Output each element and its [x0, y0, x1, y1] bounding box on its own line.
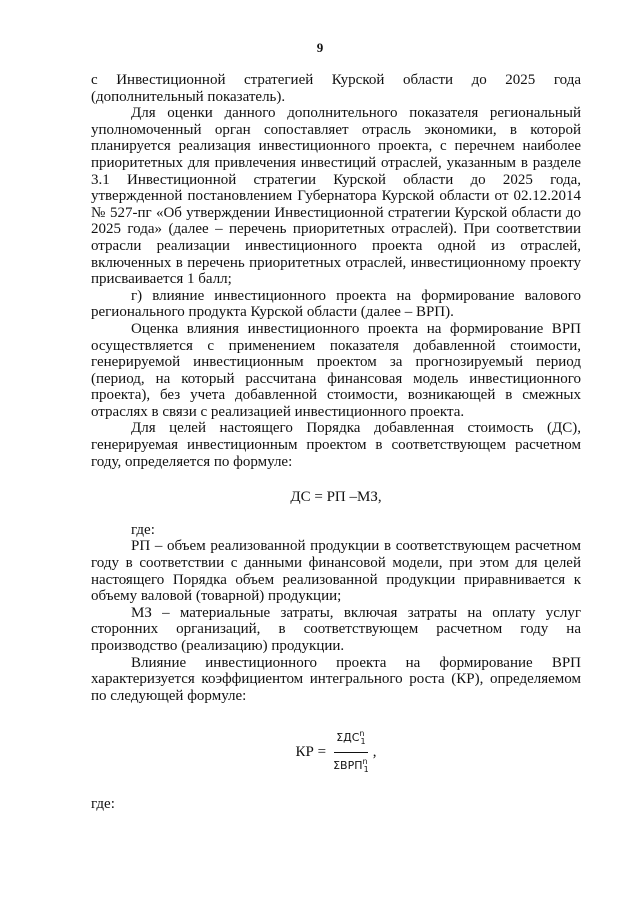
definition-rp: РП – объем реализованной продукции в соответствующем расчетном году в соответствии с данными финансовой модели, при этом для целей настоящего Порядка объем реализованной продукции приравнивается к объему валовой (товарной) продукции; [91, 538, 581, 605]
document-body [91, 72, 581, 774]
paragraph: с Инвестиционной стратегией Курской области до 2025 года (дополнительный показатель). [91, 72, 581, 105]
formula-denominator: $\Sigma ВРП^n_1$ [333, 756, 369, 774]
definition-mz: МЗ – материальные затраты, включая затраты на оплату услуг сторонних организаций, в соответствующем расчетном году на производство (реализацию) продукции. [91, 604, 581, 654]
formula-value-added: ДС = РП –МЗ, [290, 489, 382, 506]
paragraph: Для целей настоящего Порядка добавленная стоимость (ДС), генерируемая инвестиционным проектом в соответствующем расчетном году, определяется по формуле: [91, 420, 581, 470]
where-label-2: где: [91, 796, 115, 812]
paragraph: Для оценки данного дополнительного показателя региональный уполномоченный орган сопоставляет отрасль экономики, в которой планируется реализация инвестиционного проекта, с перечнем наиболее приоритетных для привлечения инвестиций отраслей, указанным в разделе 3.1 Инвестиционной стратегии Курской области до 2025 года, утвержденной постановлением Губернатора Курской области от 02.12.2014 № 527-пг «Об утверждении Инвестиционной стратегии Курской области до 2025 года» (далее – перечень приоритетных отраслей). При соответствии отрасли реализации инвестиционного проекта одной из отраслей, включенных в перечень приоритетных отраслей, инвестиционному проекту присваивается 1 балл; [91, 105, 581, 288]
paragraph: г) влияние инвестиционного проекта на формирование валового регионального продукта Курской области (далее – ВРП). [91, 287, 581, 321]
formula-numerator: $\Sigma ДС^n_1$ [334, 726, 367, 753]
where-label: где: [131, 521, 155, 538]
formula-integral-growth [91, 726, 581, 774]
formula-trail: , [372, 744, 377, 761]
formula-lhs: КР = [295, 744, 327, 761]
paragraph: Оценка влияния инвестиционного проекта на формирование ВРП осуществляется с применением показателя добавленной стоимости, генерируемой инвестиционным проектом за прогнозируемый период (период, на который рассчитана финансовая модель инвестиционного проекта), без учета добавленной стоимости, возникающей в смежных отраслях в связи с реализацией инвестиционного проекта. [91, 320, 581, 420]
paragraph: Влияние инвестиционного проекта на формирование ВРП характеризуется коэффициентом интегрального роста (КР), определяемом по следующей формуле: [91, 654, 581, 704]
page-number: 9 [316, 40, 324, 55]
